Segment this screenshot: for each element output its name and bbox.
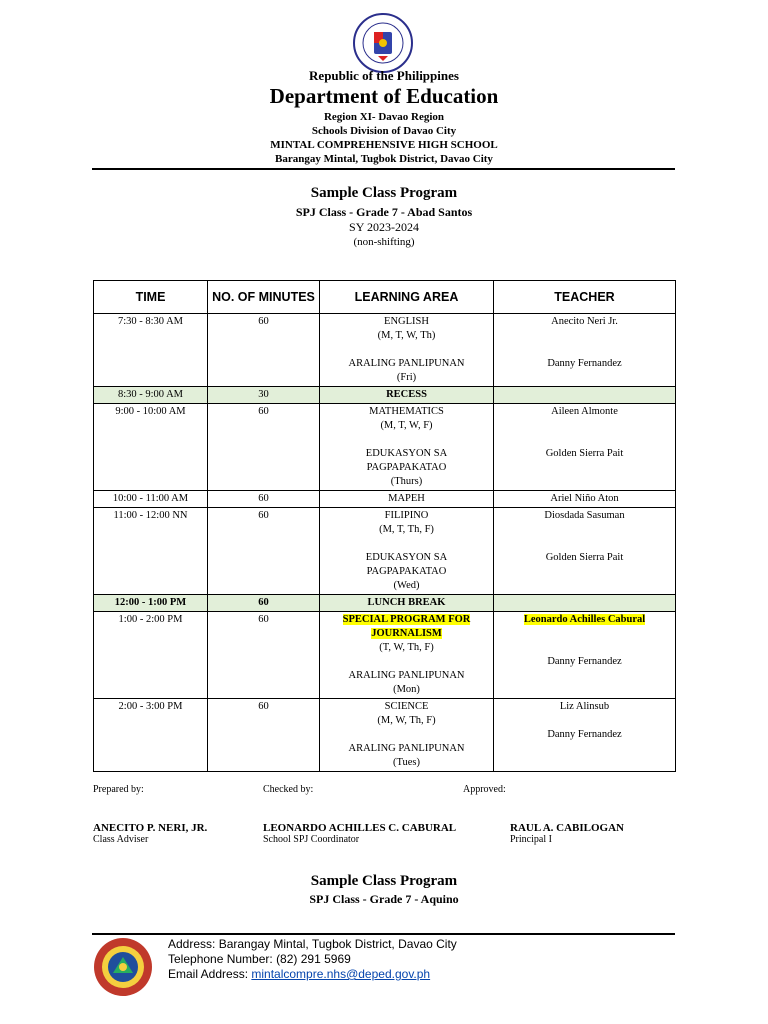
subject: PAGPAPAKATAO <box>366 462 447 473</box>
approved-label: Approved: <box>463 784 506 795</box>
approved-role: Principal I <box>510 834 552 845</box>
days: (M, T, Th, F) <box>379 524 434 535</box>
teacher-cell <box>494 612 676 699</box>
minutes-cell: 60 <box>208 595 320 612</box>
area-cell <box>320 508 494 595</box>
days: (M, T, W, F) <box>380 420 433 431</box>
subject: ARALING PANLIPUNAN <box>348 358 465 369</box>
time-cell: 1:00 - 2:00 PM <box>94 612 208 699</box>
days: (M, W, Th, F) <box>377 715 436 726</box>
subject: EDUKASYON SA <box>365 448 448 459</box>
subject: PAGPAPAKATAO <box>366 566 447 577</box>
approved-signatory <box>510 822 624 845</box>
program-title: Sample Class Program <box>310 185 458 201</box>
table-row <box>94 699 676 772</box>
checked-role: School SPJ Coordinator <box>263 834 360 845</box>
area-cell <box>320 314 494 387</box>
highlighted-subject: SPECIAL PROGRAM FOR <box>342 614 471 625</box>
program2-class: SPJ Class - Grade 7 - Aquino <box>309 892 459 906</box>
teacher-name: Anecito Neri Jr. <box>551 316 618 327</box>
teacher-name: Diosdada Sasuman <box>544 510 625 521</box>
header-minutes: NO. OF MINUTES <box>208 281 320 314</box>
prepared-signatory <box>93 822 207 845</box>
table-row <box>94 404 676 491</box>
minutes-cell: 60 <box>208 314 320 387</box>
days: (Wed) <box>393 580 420 591</box>
department-title: Department of Education <box>269 84 499 108</box>
teacher-cell <box>494 699 676 772</box>
table-header-row <box>94 281 676 314</box>
subject: ENGLISH <box>384 316 429 327</box>
area-cell: LUNCH BREAK <box>320 595 494 612</box>
teacher-cell <box>494 314 676 387</box>
minutes-cell: 60 <box>208 491 320 508</box>
days: (Mon) <box>393 684 420 695</box>
highlighted-subject: JOURNALISM <box>371 628 442 639</box>
time-cell: 12:00 - 1:00 PM <box>94 595 208 612</box>
teacher-cell <box>494 387 676 404</box>
table-row <box>94 595 676 612</box>
school-logo <box>93 937 153 997</box>
subject: ARALING PANLIPUNAN <box>348 670 465 681</box>
checked-signatory <box>263 822 456 845</box>
region-line: Region XI- Davao Region <box>323 111 445 123</box>
minutes-cell: 30 <box>208 387 320 404</box>
header-learning-area: LEARNING AREA <box>320 281 494 314</box>
teacher-name: Golden Sierra Pait <box>545 448 624 459</box>
time-cell: 9:00 - 10:00 AM <box>94 404 208 491</box>
prepared-by-label: Prepared by: <box>93 784 144 795</box>
area-cell: MAPEH <box>320 491 494 508</box>
days: (Thurs) <box>390 476 423 487</box>
area-cell <box>320 699 494 772</box>
checked-name: LEONARDO ACHILLES C. CABURAL <box>263 822 457 834</box>
email-link[interactable]: mintalcompre.nhs@deped.gov.ph <box>251 967 431 981</box>
republic-line: Republic of the Philippines <box>309 68 459 83</box>
minutes-cell: 60 <box>208 404 320 491</box>
days: (Tues) <box>392 757 421 768</box>
area-cell: RECESS <box>320 387 494 404</box>
time-cell: 10:00 - 11:00 AM <box>94 491 208 508</box>
subject: EDUKASYON SA <box>365 552 448 563</box>
days: (Fri) <box>396 372 417 383</box>
teacher-cell <box>494 404 676 491</box>
header-rule <box>92 168 675 170</box>
time-cell: 8:30 - 9:00 AM <box>94 387 208 404</box>
days: (M, T, W, Th) <box>377 330 436 341</box>
time-cell: 11:00 - 12:00 NN <box>94 508 208 595</box>
header-time: TIME <box>94 281 208 314</box>
minutes-cell: 60 <box>208 508 320 595</box>
teacher-name: Danny Fernandez <box>547 729 622 740</box>
teacher-name: Danny Fernandez <box>547 358 622 369</box>
program-sy: SY 2023-2024 <box>349 220 419 234</box>
days: (T, W, Th, F) <box>379 642 434 653</box>
footer-address: Address: Barangay Mintal, Tugbok District, Davao City <box>168 937 457 951</box>
subject: MATHEMATICS <box>369 406 444 417</box>
teacher-cell <box>494 508 676 595</box>
teacher-cell: Ariel Niño Aton <box>494 491 676 508</box>
highlighted-teacher-name: Leonardo Achilles Cabural <box>523 614 646 625</box>
table-row <box>94 508 676 595</box>
minutes-cell: 60 <box>208 699 320 772</box>
approved-name: RAUL A. CABILOGAN <box>510 822 624 834</box>
prepared-name: ANECITO P. NERI, JR. <box>93 822 208 834</box>
minutes-cell: 60 <box>208 612 320 699</box>
subject: ARALING PANLIPUNAN <box>348 743 465 754</box>
teacher-name: Aileen Almonte <box>551 406 618 417</box>
school-name: MINTAL COMPREHENSIVE HIGH SCHOOL <box>270 139 498 151</box>
program-class: SPJ Class - Grade 7 - Abad Santos <box>295 205 473 219</box>
subject: FILIPINO <box>384 510 429 521</box>
table-row <box>94 314 676 387</box>
table-row <box>94 387 676 404</box>
area-cell <box>320 404 494 491</box>
footer-rule <box>92 933 675 935</box>
class-schedule-table <box>93 280 676 772</box>
teacher-name: Danny Fernandez <box>547 656 622 667</box>
subject: SCIENCE <box>384 701 429 712</box>
table-row <box>94 612 676 699</box>
checked-by-label: Checked by: <box>263 784 314 795</box>
email-label: Email Address: <box>168 967 252 981</box>
teacher-name: Golden Sierra Pait <box>545 552 624 563</box>
school-address: Barangay Mintal, Tugbok District, Davao City <box>275 153 493 165</box>
time-cell: 7:30 - 8:30 AM <box>94 314 208 387</box>
footer-email-line <box>168 967 430 981</box>
teacher-cell <box>494 595 676 612</box>
teacher-name: Liz Alinsub <box>559 701 610 712</box>
prepared-role: Class Adviser <box>93 834 149 845</box>
division-line: Schools Division of Davao City <box>311 125 457 137</box>
time-cell: 2:00 - 3:00 PM <box>94 699 208 772</box>
area-cell <box>320 612 494 699</box>
school-info <box>0 110 768 166</box>
program-shift: (non-shifting) <box>353 236 415 248</box>
deped-seal-logo <box>352 12 414 74</box>
footer-telephone: Telephone Number: (82) 291 5969 <box>168 952 351 966</box>
program2-title: Sample Class Program <box>310 873 458 889</box>
header-teacher: TEACHER <box>494 281 676 314</box>
table-row <box>94 491 676 508</box>
